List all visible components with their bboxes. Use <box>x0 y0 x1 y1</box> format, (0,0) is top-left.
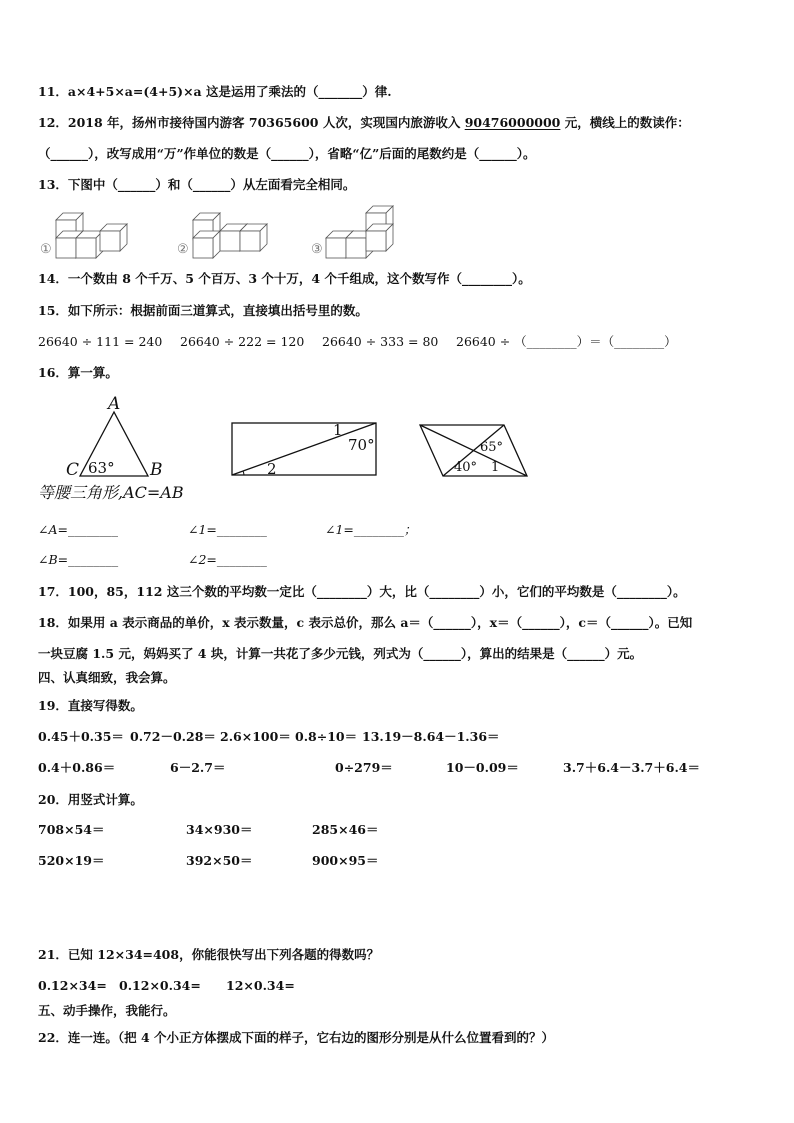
figure-label-1: ① <box>40 242 52 257</box>
q21-item-2: 0.12×0.34= <box>119 978 201 993</box>
question-15: 15．如下所示：根据前面三道算式，直接填出括号里的数。 <box>38 303 368 318</box>
triangle-vertex-a: A <box>108 394 121 414</box>
triangle-caption: 等腰三角形,AC=AB <box>38 483 184 502</box>
calc-1-1: 0.45＋0.35＝ <box>38 729 124 744</box>
question-17: 17．100，85，112 这三个数的平均数一定比（________）大，比（________）小，它们的平均数是（________）。 <box>38 584 686 599</box>
triangle-vertex-c: C <box>66 460 80 480</box>
question-13: 13．下图中（______）和（______）从左面看完全相同。 <box>38 177 356 192</box>
calc-1-3: 2.6×100＝ <box>220 729 291 744</box>
figure-label-3: ③ <box>311 242 323 257</box>
triangle-vertex-b: B <box>150 460 163 480</box>
question-14: 14．一个数由 8 个千万、5 个百万、3 个十万，4 个千组成，这个数写作（________）。 <box>38 271 531 286</box>
vertical-2-1: 520×19＝ <box>38 853 105 868</box>
eq-1: 26640 ÷ 111 = 240 <box>38 334 163 349</box>
q21-item-1: 0.12×34= <box>38 978 107 993</box>
answer-angle-b: ∠B=________ <box>38 552 119 567</box>
question-20: 20．用竖式计算。 <box>38 792 143 807</box>
question-11: 11．a×4+5×a=(4+5)×a 这是运用了乘法的（_______）律. <box>38 84 392 99</box>
question-18-line1: 18．如果用 a 表示商品的单价，x 表示数量，c 表示总价，那么 a＝（______），x＝（______），c＝（______）。已知 <box>38 615 693 630</box>
para-angle-65: 65° <box>480 440 504 455</box>
question-16: 16．算一算。 <box>38 365 118 380</box>
question-21: 21．已知 12×34=408，你能很快写出下列各题的得数吗？ <box>38 947 380 962</box>
answer-rect-angle-1: ∠1=________ <box>188 522 267 537</box>
vertical-1-1: 708×54＝ <box>38 822 105 837</box>
q12-text-a: 12．2018 年，扬州市接待国内游客 70365600 人次，实现国内旅游收入 <box>38 115 465 130</box>
question-22: 22．连一连。（把 4 个小正方体摆成下面的样子，它右边的图形分别是从什么位置看到的？） <box>38 1030 555 1045</box>
vertical-1-3: 285×46＝ <box>312 822 379 837</box>
rect-angle-1: 1 <box>333 421 343 439</box>
calc-1-4: 0.8÷10＝ <box>295 729 358 744</box>
vertical-1-2: 34×930＝ <box>186 822 253 837</box>
rect-angle-70: 70° <box>348 436 375 454</box>
q21-item-3: 12×0.34= <box>226 978 295 993</box>
eq-2: 26640 ÷ 222 = 120 <box>180 334 305 349</box>
calc-2-1: 0.4＋0.86＝ <box>38 760 116 775</box>
answer-rect-angle-2: ∠2=________ <box>188 552 267 567</box>
eq-4: 26640 ÷ （________）＝（________） <box>456 334 677 349</box>
question-18-line2: 一块豆腐 1.5 元，妈妈买了 4 块，计算一共花了多少元钱，列式为（______），算出的结果是（______）元。 <box>38 646 643 661</box>
rect-angle-2: 2 <box>267 460 277 478</box>
calc-2-2: 6－2.7＝ <box>170 760 226 775</box>
calc-2-3: 0÷279＝ <box>335 760 393 775</box>
q12-text-b: 元，横线上的数读作： <box>560 115 690 130</box>
eq-3: 26640 ÷ 333 = 80 <box>322 334 439 349</box>
figure-label-2: ② <box>177 242 189 257</box>
answer-angle-a: ∠A=________ <box>38 522 118 537</box>
question-12-line2: （______），改写成用“万”作单位的数是（______），省略“亿”后面的尾数约是（______）。 <box>38 146 536 161</box>
triangle-angle-c: 63° <box>88 459 115 477</box>
section-4-title: 四、认真细致，我会算。 <box>38 670 176 685</box>
question-19: 19．直接写得数。 <box>38 698 143 713</box>
calc-1-5: 13.19－8.64－1.36＝ <box>362 729 500 744</box>
section-5-title: 五、动手操作，我能行。 <box>38 1003 176 1018</box>
para-angle-1: 1 <box>491 460 500 475</box>
calc-2-5: 3.7＋6.4－3.7＋6.4＝ <box>563 760 700 775</box>
q12-number: 90476000000 <box>464 115 561 130</box>
calc-2-4: 10－0.09＝ <box>446 760 519 775</box>
answer-para-angle-1: ∠1=________； <box>325 522 417 537</box>
vertical-2-2: 392×50＝ <box>186 853 253 868</box>
vertical-2-3: 900×95＝ <box>312 853 379 868</box>
para-angle-40: 40° <box>454 460 478 475</box>
calc-1-2: 0.72－0.28＝ <box>130 729 216 744</box>
